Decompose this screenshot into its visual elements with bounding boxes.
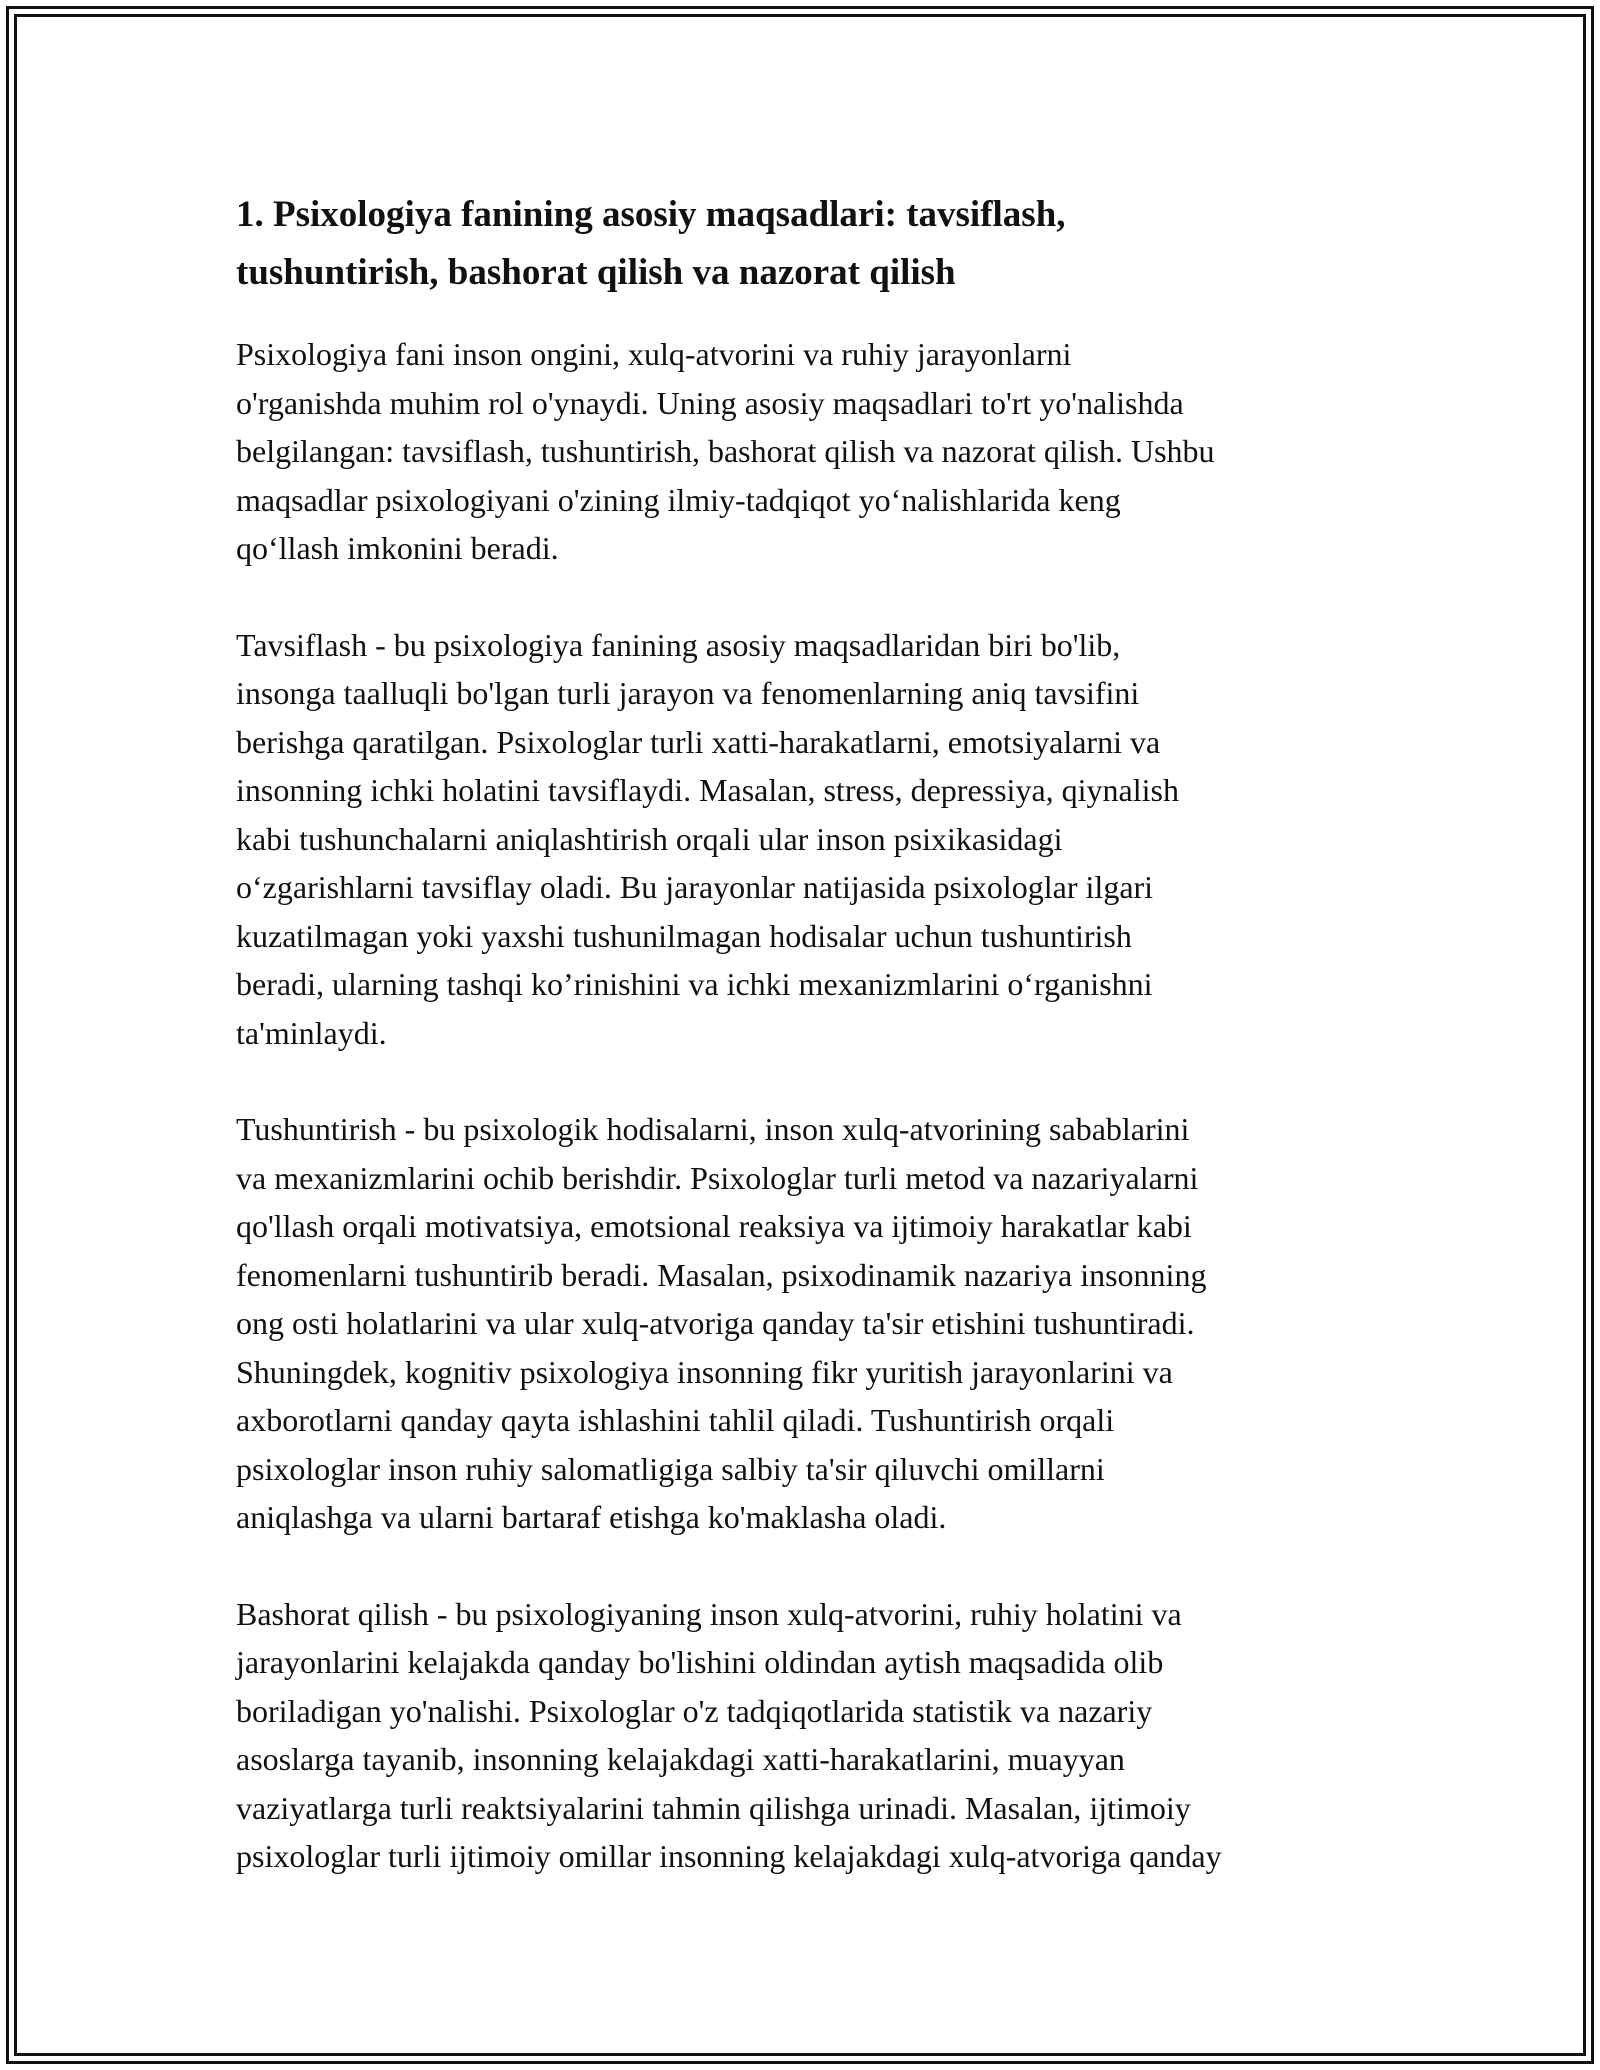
heading-line: tushuntirish, bashorat qilish va nazorat qilish bbox=[236, 252, 956, 293]
paragraph-line: vaziyatlarga turli reaktsiyalarini tahmin qilishga urinadi. Masalan, ijtimoiy bbox=[236, 1789, 1191, 1826]
paragraph-line: qo'llash orqali motivatsiya, emotsional reaksiya va ijtimoiy harakatlar kabi bbox=[236, 1208, 1192, 1244]
paragraph-tavsiflash bbox=[236, 621, 1376, 1058]
paragraph-line: jarayonlarini kelajakda qanday bo'lishini oldindan aytish maqsadida olib bbox=[236, 1644, 1164, 1680]
paragraph-line: Psixologiya fani inson ongini, xulq-atvorini va ruhiy jarayonlarni bbox=[236, 336, 1072, 372]
paragraph-line: berishga qaratilgan. Psixologlar turli xatti-harakatlarni, emotsiyalarni va bbox=[236, 723, 1161, 760]
paragraph-intro bbox=[236, 330, 1376, 573]
paragraph-line: kabi tushunchalarni aniqlashtirish orqali ular inson psixikasidagi bbox=[236, 820, 1063, 857]
paragraph-line: belgilangan: tavsiflash, tushuntirish, bashorat qilish va nazorat qilish. Ushbu bbox=[236, 433, 1215, 469]
paragraph-line: fenomenlarni tushuntirib beradi. Masalan, psixodinamik nazariya insonning bbox=[236, 1256, 1207, 1293]
paragraph-line: beradi, ularning tashqi ko’rinishini va ichki mexanizmlarini o‘rganishni bbox=[236, 966, 1153, 1002]
paragraph-line: psixologlar inson ruhiy salomatligiga salbiy ta'sir qiluvchi omillarni bbox=[236, 1450, 1105, 1487]
paragraph-tushuntirish bbox=[236, 1105, 1376, 1542]
paragraph-line: o'rganishda muhim rol o'ynaydi. Uning asosiy maqsadlari to'rt yo'nalishda bbox=[236, 384, 1184, 421]
paragraph-line: aniqlashga va ularni bartaraf etishga ko'maklasha oladi. bbox=[236, 1499, 947, 1535]
paragraph-line: insonga taalluqli bo'lgan turli jarayon va fenomenlarning aniq tavsifini bbox=[236, 675, 1140, 711]
paragraph-line: ong osti holatlarini va ular xulq-atvoriga qanday ta'sir etishini tushuntiradi. bbox=[236, 1305, 1195, 1341]
paragraph-line: Tushuntirish - bu psixologik hodisalarni, inson xulq-atvorining sabablarini bbox=[236, 1111, 1190, 1147]
paragraph-line: o‘zgarishlarni tavsiflay oladi. Bu jarayonlar natijasida psixologlar ilgari bbox=[236, 869, 1154, 905]
paragraph-line: qo‘llash imkonini beradi. bbox=[236, 530, 559, 566]
paragraph-line: va mexanizmlarini ochib berishdir. Psixologlar turli metod va nazariyalarni bbox=[236, 1159, 1199, 1196]
paragraph-line: psixologlar turli ijtimoiy omillar insonning kelajakdagi xulq-atvoriga qanday bbox=[236, 1838, 1222, 1874]
paragraph-line: maqsadlar psixologiyani o'zining ilmiy-tadqiqot yo‘nalishlarida keng bbox=[236, 481, 1121, 518]
document-body bbox=[236, 186, 1376, 1929]
paragraph-line: Tavsiflash - bu psixologiya fanining asosiy maqsadlaridan biri bo'lib, bbox=[236, 626, 1121, 663]
paragraph-line: kuzatilmagan yoki yaxshi tushunilmagan hodisalar uchun tushuntirish bbox=[236, 917, 1132, 954]
heading-line: 1. Psixologiya fanining asosiy maqsadlari: tavsiflash, bbox=[236, 194, 1066, 235]
section-heading bbox=[236, 186, 1376, 302]
paragraph-line: Bashorat qilish - bu psixologiyaning inson xulq-atvorini, ruhiy holatini va bbox=[236, 1595, 1182, 1632]
paragraph-line: insonning ichki holatini tavsiflaydi. Masalan, stress, depressiya, qiynalish bbox=[236, 772, 1179, 808]
paragraph-line: boriladigan yo'nalishi. Psixologlar o'z tadqiqotlarida statistik va nazariy bbox=[236, 1692, 1153, 1729]
paragraph-line: asoslarga tayanib, insonning kelajakdagi xatti-harakatlarini, muayyan bbox=[236, 1741, 1125, 1777]
paragraph-bashorat bbox=[236, 1590, 1376, 1881]
paragraph-line: axborotlarni qanday qayta ishlashini tahlil qiladi. Tushuntirish orqali bbox=[236, 1402, 1115, 1438]
paragraph-line: Shuningdek, kognitiv psixologiya insonning fikr yuritish jarayonlarini va bbox=[236, 1353, 1173, 1390]
paragraph-line: ta'minlaydi. bbox=[236, 1014, 387, 1051]
